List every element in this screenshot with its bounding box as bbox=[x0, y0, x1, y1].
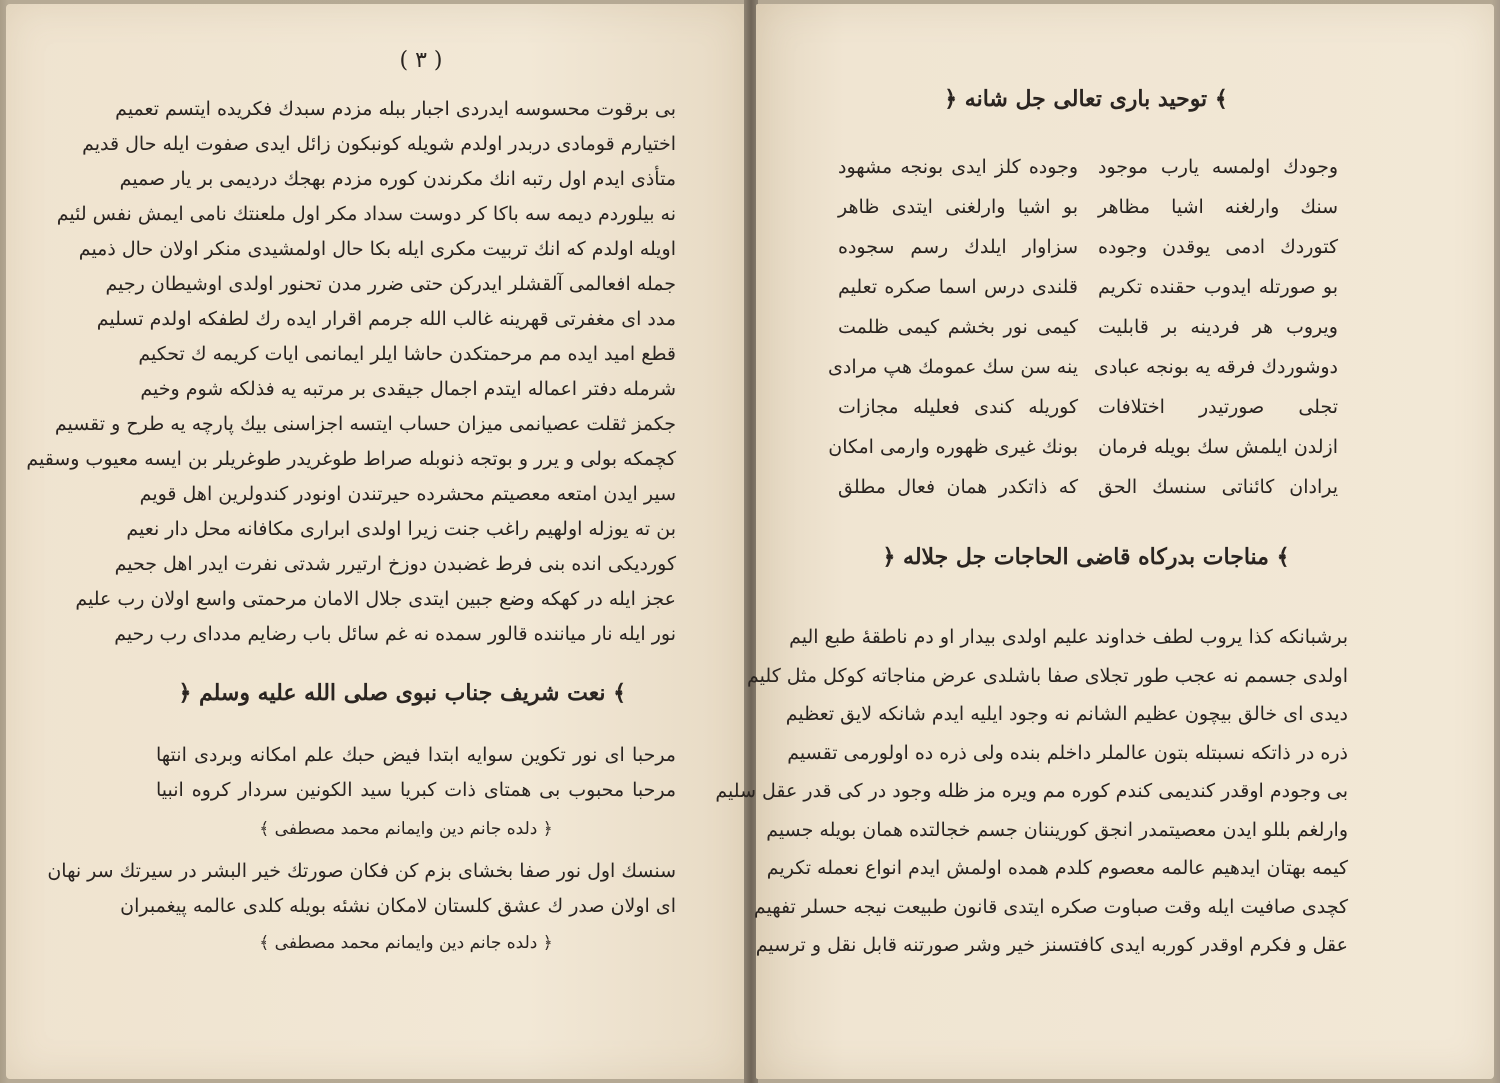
verse-line: نه بیلوردم دیمه سه باکا کر دوست سداد مکر اول ملعنتك نامی ایمش نفس لئیم bbox=[56, 203, 676, 225]
na-at-heading: ﴾ نعت شریف جناب نبوی صلی الله علیه وسلم ﴿ bbox=[178, 680, 626, 706]
couplet-row bbox=[838, 476, 1338, 516]
right-page bbox=[715, 4, 1494, 1079]
verse-line: جمله افعالمی آلقشلر ایدرکن حتی ضرر مدن تحنور اولدی اوشیطان رجیم bbox=[105, 273, 676, 295]
verse-line: قطع امید ایده مم مرحمتکدن حاشا ایلر ایمانمی ایات کریمه ك تحکیم bbox=[138, 343, 676, 365]
verse-line: کوردیکی انده بنی فرط غضبدن دوزخ ارتیرر شدتی نفرت ایدر اهل جحیم bbox=[114, 553, 676, 575]
verse-line: سیر ایدن امتعه معصیتم محشرده حیرتندن اونودر کندولرین اهل قویم bbox=[139, 483, 676, 505]
second-hemistich: بونك غیری ظهوره وارمی امکان bbox=[828, 436, 1078, 458]
second-hemistich: کیمی نور بخشم کیمی ظلمت bbox=[838, 316, 1078, 338]
second-hemistich: وجوده کلز ایدی بونجه مشهود bbox=[838, 156, 1078, 178]
verse-line: ذره در ذاتکه نسبتله بتون عالملر داخلم بنده ولی ذره ده اولورمی تقسیم bbox=[787, 741, 1348, 764]
first-hemistich: تجلی صورتیدر اختلافات bbox=[1098, 396, 1338, 418]
verse-line: شرمله دفتر اعماله ایتدم اجمال جیقدی بر مرتبه یه فذلکه شوم وخیم bbox=[140, 378, 676, 400]
verse-line: دیدی ای خالق بیچون عظیم الشانم نه وجود ایلیه ایدم شانکه لایق تعظیم bbox=[785, 703, 1348, 725]
couplet-row bbox=[838, 396, 1338, 436]
verse-line: ای اولان صدر ك عشق کلستان لامکان نشئه بویله کلدی عالمه پیغمبران bbox=[120, 895, 676, 917]
second-hemistich: ینه سن سك عمومك هپ مرادی bbox=[828, 356, 1078, 378]
verse-line: کچدی صافیت ایله وقت صباوت صکره ایتدی قانون طبیعت نیجه حسلر تفهیم bbox=[753, 895, 1348, 918]
verse-line: عقل و فکرم اوقدر کوربه ایدی کافتسنز خیر وشر صورتنه قابل نقل و ترسیم bbox=[755, 934, 1348, 956]
verse-line: بی وجودم اوقدر کندیمی کندم کوره مم ویره مز ظله وجود در کی قدر عقل سلیم bbox=[715, 780, 1348, 802]
second-hemistich: که ذاتکدر همان فعال مطلق bbox=[838, 476, 1078, 498]
second-hemistich: بو اشیا وارلغنی ایتدی ظاهر bbox=[838, 196, 1078, 218]
tawhid-heading: ﴾ توحید باری تعالی جل شانه ﴿ bbox=[944, 86, 1228, 112]
verse-line: اویله اولدم که انك تربیت مکری ایله بکا حال اولمشیدی منکر اولان حال ذمیم bbox=[78, 238, 676, 260]
verse-line: اولدی جسمم نه عجب طور تجلای صفا باشلدی عرض مناجاته کوکل مثل کلیم bbox=[747, 664, 1348, 687]
verse-line: جکمز ثقلت عصیانمی میزان حساب ایتسه اجزاسنی بیك پارچه یه طرح و تقسیم bbox=[54, 413, 676, 435]
verse-line: اختیارم قومادی دربدر اولدم شویله کونبکون زائل ایدی صفوت ایله حال قدیم bbox=[82, 133, 676, 155]
first-hemistich: وجودك اولمسه یارب موجود bbox=[1098, 156, 1338, 178]
second-hemistich: قلندی درس اسما صکره تعلیم bbox=[838, 276, 1078, 298]
couplet-row bbox=[838, 316, 1338, 356]
tawhid-couplets bbox=[828, 156, 1338, 516]
first-hemistich: ازلدن ایلمش سك بویله فرمان bbox=[1098, 436, 1338, 458]
couplet-row bbox=[838, 196, 1338, 236]
verse-line: مرحبا ای نور تکوین سوایه ابتدا فیض حبك علم امکانه وبردی انتها bbox=[156, 744, 676, 766]
refrain-line: ﴿ دلده جانم دین وایمانم محمد مصطفی ﴾ bbox=[259, 933, 553, 953]
first-hemistich: سنك وارلغنه اشیا مظاهر bbox=[1098, 196, 1338, 218]
verse-line: متأذی ایدم اول رتبه انك مکرندن کوره مزدم بهجك دردیمی بر یار صمیم bbox=[119, 168, 676, 190]
verse-line: وارلغم بللو ایدن معصیتمدر انجق کوریننان جسم خجالتده همان بویله جسیم bbox=[766, 818, 1348, 841]
couplet-row bbox=[838, 276, 1338, 316]
verse-line: مدد ای مغفرتی قهرینه غالب الله جرمم اقرار ایده رك لطفکه اولدم تسلیم bbox=[96, 308, 676, 330]
na-at-verses-stanza-1 bbox=[156, 738, 676, 808]
second-hemistich: کوریله کندی فعلیله مجازات bbox=[838, 396, 1078, 418]
verse-line: نور ایله نار میاننده قالور سمده نه غم سائل باب رضایم مددای رب رحیم bbox=[114, 623, 676, 645]
first-hemistich: ویروب هر فردینه بر قابلیت bbox=[1098, 316, 1338, 338]
second-hemistich: سزاوار ایلدك رسم سجوده bbox=[838, 236, 1078, 258]
verse-line: بی برقوت محسوسه ایدردی اجبار ببله مزدم سبدك فکریده ایتسم تعمیم bbox=[115, 98, 676, 120]
first-hemistich: دوشوردك فرقه یه بونجه عبادی bbox=[1093, 356, 1338, 378]
refrain-line: ﴿ دلده جانم دین وایمانم محمد مصطفی ﴾ bbox=[259, 819, 553, 839]
verse-line: عجز ایله در کهکه وضع جبین ایتدی جلال الامان مرحمتی واسع اولان رب علیم bbox=[75, 588, 676, 610]
verse-line: مرحبا محبوب بی همتای ذات کبریا سید الکونین سردار کروه انبیا bbox=[156, 779, 676, 801]
verse-line: بن ته یوزله اولهیم راغب جنت زیرا اولدی ابراری مکافانه محل دار نعیم bbox=[126, 518, 676, 540]
couplet-row bbox=[838, 156, 1338, 196]
verse-line: کچمکه بولی و یرر و بوتجه ذنوبله صراط طوغریدر طوغریلر بن ایسه معیوب وسقیم bbox=[26, 448, 676, 470]
page-number: ( ٣ ) bbox=[399, 48, 443, 73]
left-page bbox=[6, 4, 746, 1079]
verse-line: برشبانکه کذا یروب لطف خداوند علیم اولدی بیدار او دم ناطقهٔ طبع الیم bbox=[789, 626, 1348, 648]
verse-line: کیمه بهتان ایدهیم عالمه معصوم کلدم همده اولمش ایدم انواع نعمله تکریم bbox=[766, 857, 1348, 879]
couplet-row bbox=[838, 236, 1338, 276]
verse-line: سنسك اول نور صفا بخشای بزم کن فکان صورتك خیر البشر در سیرتك سر نهان bbox=[47, 860, 676, 882]
first-hemistich: یرادان کائناتی سنسك الحق bbox=[1098, 476, 1338, 498]
na-at-verses-stanza-2 bbox=[47, 854, 676, 924]
munajat-heading: ﴾ مناجات بدرکاه قاضی الحاجات جل جلاله ﴿ bbox=[882, 544, 1290, 570]
first-hemistich: بو صورتله ایدوب حقنده تکریم bbox=[1098, 276, 1338, 298]
couplet-row bbox=[828, 436, 1338, 476]
supplication-verses bbox=[26, 92, 676, 652]
first-hemistich: کتوردك ادمی یوقدن وجوده bbox=[1098, 236, 1338, 258]
couplet-row bbox=[828, 356, 1338, 396]
munajat-verses bbox=[715, 618, 1348, 965]
